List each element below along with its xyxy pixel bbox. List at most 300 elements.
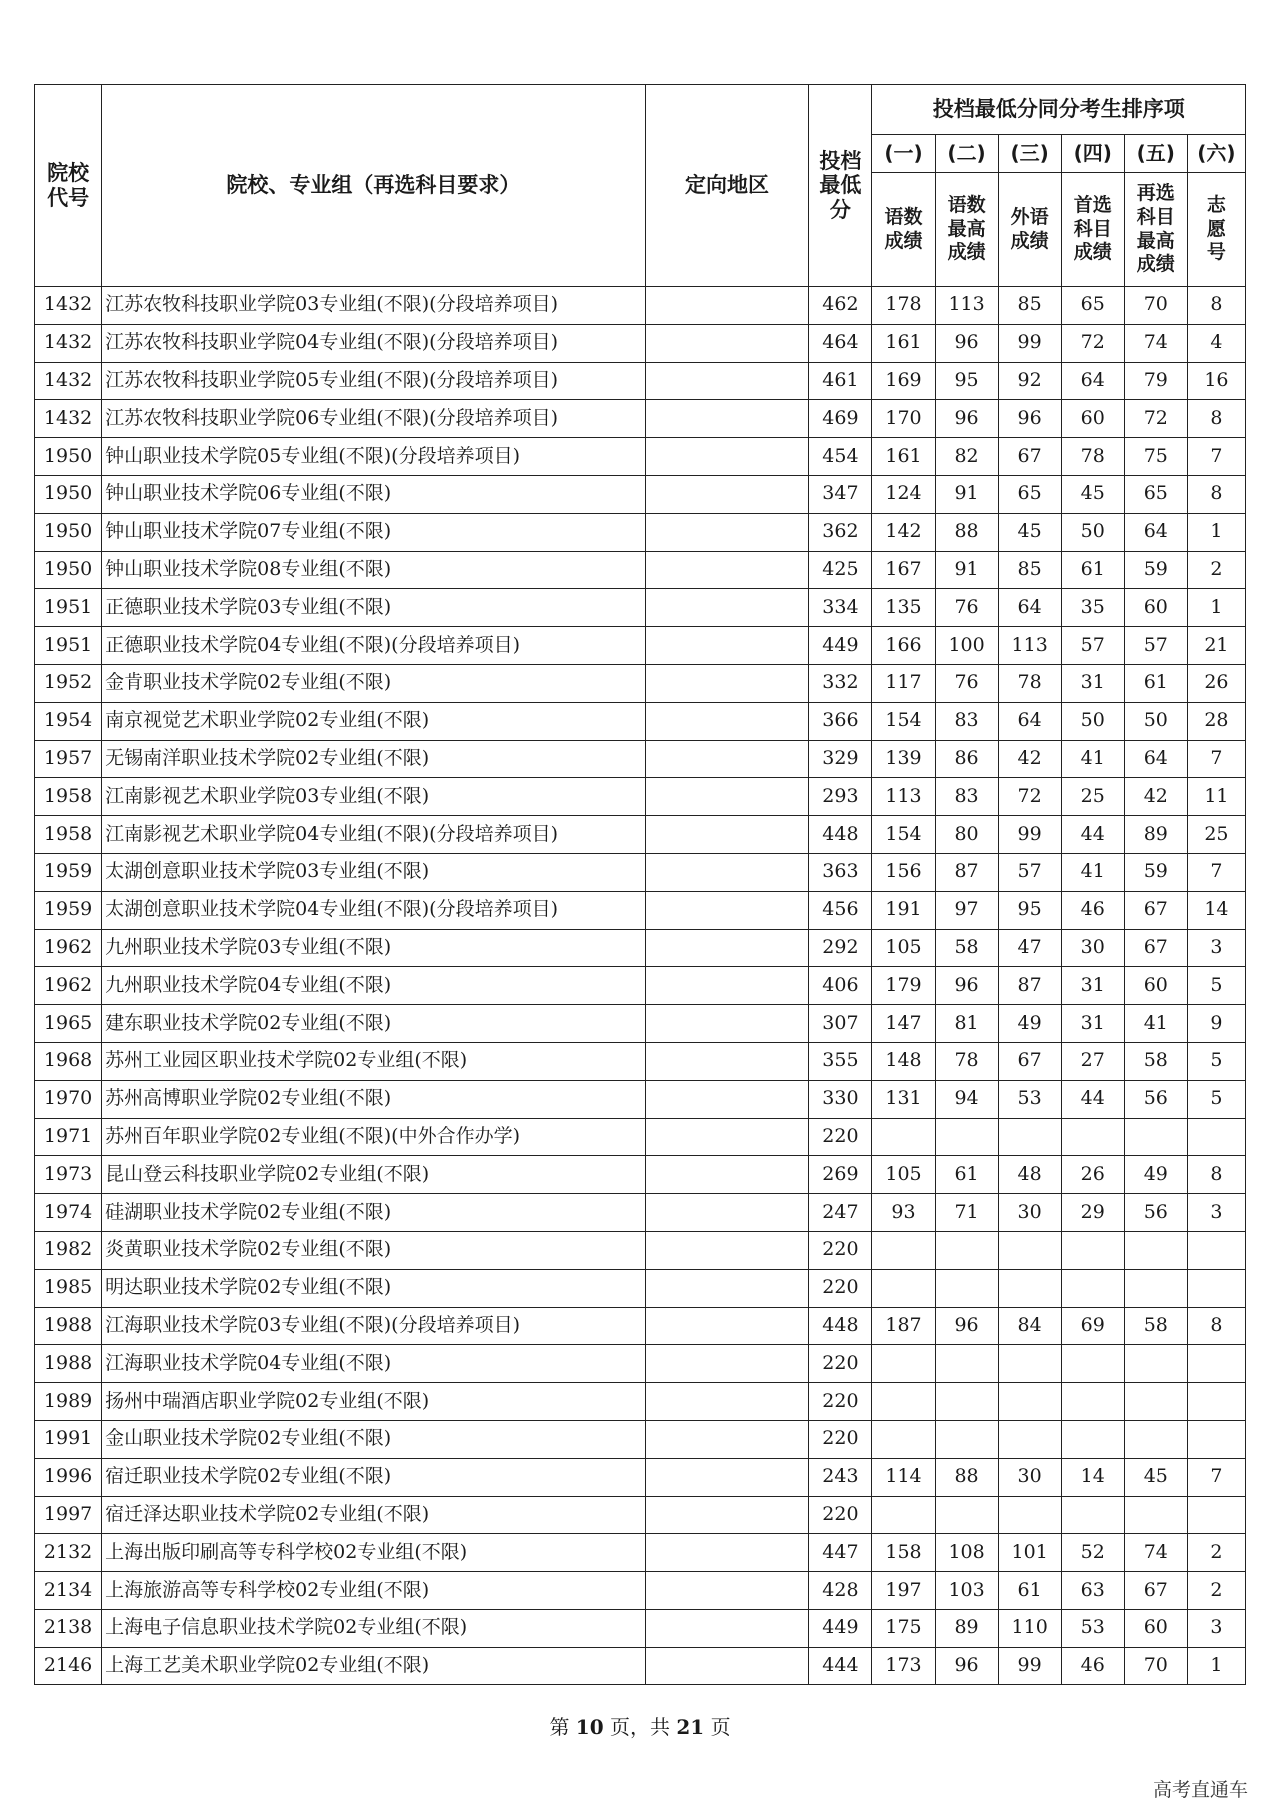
cell-min-score: 449: [809, 1609, 872, 1647]
cell-sort-5: 70: [1124, 1647, 1187, 1685]
cell-min-score: 220: [809, 1118, 872, 1156]
cell-sort-6: 1: [1187, 1647, 1245, 1685]
cell-min-score: 464: [809, 324, 872, 362]
cell-sort-1: 156: [872, 853, 935, 891]
cell-sort-2: 76: [935, 664, 998, 702]
cell-sort-3: 101: [998, 1534, 1061, 1572]
cell-code: 1951: [35, 627, 102, 665]
cell-sort-5: 50: [1124, 702, 1187, 740]
cell-sort-4: 52: [1061, 1534, 1124, 1572]
cell-sort-4: 50: [1061, 702, 1124, 740]
cell-sort-3: 92: [998, 362, 1061, 400]
score-table: [34, 84, 1246, 1685]
cell-sort-3: [998, 1118, 1061, 1156]
cell-code: 1950: [35, 438, 102, 476]
cell-sort-4: 63: [1061, 1572, 1124, 1610]
cell-sort-5: [1124, 1383, 1187, 1421]
cell-sort-2: 96: [935, 1647, 998, 1685]
cell-sort-1: 124: [872, 475, 935, 513]
cell-sort-3: [998, 1231, 1061, 1269]
table-row: [35, 853, 1246, 891]
table-row: [35, 438, 1246, 476]
cell-sort-2: 89: [935, 1609, 998, 1647]
cell-code: 1968: [35, 1042, 102, 1080]
cell-region: [645, 1383, 809, 1421]
cell-sort-4: 29: [1061, 1194, 1124, 1232]
cell-region: [645, 589, 809, 627]
table-row: [35, 1080, 1246, 1118]
cell-sort-1: 191: [872, 891, 935, 929]
cell-region: [645, 513, 809, 551]
cell-min-score: 330: [809, 1080, 872, 1118]
cell-region: [645, 1118, 809, 1156]
sort-label-2: 语数最高成绩: [935, 173, 998, 287]
cell-code: 1965: [35, 1005, 102, 1043]
cell-code: 1988: [35, 1345, 102, 1383]
cell-sort-4: 31: [1061, 1005, 1124, 1043]
cell-name: 上海旅游高等专科学校02专业组(不限): [102, 1572, 645, 1610]
cell-sort-6: 7: [1187, 853, 1245, 891]
cell-sort-6: 8: [1187, 1156, 1245, 1194]
sort-label-3: 外语成绩: [998, 173, 1061, 287]
cell-name: 江海职业技术学院03专业组(不限)(分段培养项目): [102, 1307, 645, 1345]
cell-sort-2: [935, 1383, 998, 1421]
cell-sort-4: 45: [1061, 475, 1124, 513]
sort-num-3: (三): [998, 135, 1061, 173]
cell-sort-1: 187: [872, 1307, 935, 1345]
cell-sort-2: 96: [935, 400, 998, 438]
table-row: [35, 816, 1246, 854]
cell-region: [645, 1269, 809, 1307]
cell-sort-5: 59: [1124, 551, 1187, 589]
cell-sort-6: 25: [1187, 816, 1245, 854]
cell-sort-3: 67: [998, 1042, 1061, 1080]
cell-sort-5: 74: [1124, 324, 1187, 362]
cell-min-score: 307: [809, 1005, 872, 1043]
cell-sort-1: 178: [872, 287, 935, 325]
cell-code: 1432: [35, 324, 102, 362]
table-row: [35, 1609, 1246, 1647]
cell-name: 正德职业技术学院04专业组(不限)(分段培养项目): [102, 627, 645, 665]
cell-code: 1989: [35, 1383, 102, 1421]
sort-num-4: (四): [1061, 135, 1124, 173]
cell-sort-3: 64: [998, 702, 1061, 740]
col-header-code: 院校代号: [35, 85, 102, 287]
cell-code: 1958: [35, 816, 102, 854]
table-row: [35, 475, 1246, 513]
cell-sort-3: 72: [998, 778, 1061, 816]
cell-sort-2: 100: [935, 627, 998, 665]
cell-min-score: 454: [809, 438, 872, 476]
cell-min-score: 462: [809, 287, 872, 325]
cell-sort-1: 154: [872, 702, 935, 740]
cell-name: 苏州工业园区职业技术学院02专业组(不限): [102, 1042, 645, 1080]
table-row: [35, 1383, 1246, 1421]
cell-region: [645, 702, 809, 740]
cell-sort-6: [1187, 1345, 1245, 1383]
cell-code: 1950: [35, 551, 102, 589]
cell-sort-6: [1187, 1420, 1245, 1458]
cell-sort-2: [935, 1269, 998, 1307]
cell-name: 江苏农牧科技职业学院05专业组(不限)(分段培养项目): [102, 362, 645, 400]
cell-sort-4: 44: [1061, 1080, 1124, 1118]
cell-min-score: 220: [809, 1231, 872, 1269]
cell-sort-1: 135: [872, 589, 935, 627]
cell-region: [645, 816, 809, 854]
cell-sort-6: 8: [1187, 1307, 1245, 1345]
cell-region: [645, 438, 809, 476]
cell-min-score: 362: [809, 513, 872, 551]
footer-prefix: 第: [549, 1715, 570, 1739]
cell-sort-1: 161: [872, 324, 935, 362]
cell-min-score: 448: [809, 816, 872, 854]
cell-sort-1: 113: [872, 778, 935, 816]
cell-name: 苏州百年职业学院02专业组(不限)(中外合作办学): [102, 1118, 645, 1156]
cell-sort-2: 96: [935, 324, 998, 362]
cell-sort-1: 158: [872, 1534, 935, 1572]
cell-sort-2: [935, 1231, 998, 1269]
cell-sort-6: 7: [1187, 1458, 1245, 1496]
cell-sort-1: 105: [872, 929, 935, 967]
table-row: [35, 1420, 1246, 1458]
cell-code: 2146: [35, 1647, 102, 1685]
sort-label-5: 再选科目最高成绩: [1124, 173, 1187, 287]
cell-min-score: 220: [809, 1269, 872, 1307]
cell-name: 上海电子信息职业技术学院02专业组(不限): [102, 1609, 645, 1647]
cell-sort-3: 64: [998, 589, 1061, 627]
table-row: [35, 589, 1246, 627]
cell-region: [645, 778, 809, 816]
cell-region: [645, 1156, 809, 1194]
cell-sort-6: 1: [1187, 589, 1245, 627]
col-header-name: 院校、专业组（再选科目要求）: [102, 85, 645, 287]
cell-sort-2: 88: [935, 1458, 998, 1496]
cell-sort-5: 58: [1124, 1307, 1187, 1345]
cell-region: [645, 1345, 809, 1383]
cell-sort-5: 79: [1124, 362, 1187, 400]
cell-region: [645, 1194, 809, 1232]
cell-code: 1962: [35, 929, 102, 967]
cell-sort-6: 2: [1187, 551, 1245, 589]
cell-min-score: 243: [809, 1458, 872, 1496]
cell-sort-5: 61: [1124, 664, 1187, 702]
cell-name: 南京视觉艺术职业学院02专业组(不限): [102, 702, 645, 740]
cell-region: [645, 475, 809, 513]
table-row: [35, 400, 1246, 438]
cell-sort-6: 14: [1187, 891, 1245, 929]
cell-min-score: 220: [809, 1383, 872, 1421]
cell-sort-1: 169: [872, 362, 935, 400]
cell-sort-4: 60: [1061, 400, 1124, 438]
cell-code: 1958: [35, 778, 102, 816]
cell-region: [645, 1307, 809, 1345]
cell-code: 1962: [35, 967, 102, 1005]
cell-sort-2: [935, 1496, 998, 1534]
table-row: [35, 891, 1246, 929]
cell-sort-1: 105: [872, 1156, 935, 1194]
cell-region: [645, 400, 809, 438]
cell-sort-5: [1124, 1118, 1187, 1156]
cell-region: [645, 1005, 809, 1043]
cell-region: [645, 929, 809, 967]
cell-name: 明达职业技术学院02专业组(不限): [102, 1269, 645, 1307]
cell-name: 宿迁职业技术学院02专业组(不限): [102, 1458, 645, 1496]
cell-sort-5: 67: [1124, 1572, 1187, 1610]
cell-min-score: 363: [809, 853, 872, 891]
cell-sort-3: 53: [998, 1080, 1061, 1118]
cell-name: 江苏农牧科技职业学院06专业组(不限)(分段培养项目): [102, 400, 645, 438]
watermark: 高考直通车: [1152, 1779, 1248, 1801]
table-row: [35, 664, 1246, 702]
cell-sort-3: 57: [998, 853, 1061, 891]
cell-sort-2: 81: [935, 1005, 998, 1043]
cell-min-score: 347: [809, 475, 872, 513]
cell-sort-1: 93: [872, 1194, 935, 1232]
cell-sort-3: 65: [998, 475, 1061, 513]
cell-sort-3: 85: [998, 551, 1061, 589]
cell-sort-4: 46: [1061, 891, 1124, 929]
cell-sort-6: 26: [1187, 664, 1245, 702]
cell-sort-6: 8: [1187, 475, 1245, 513]
cell-sort-6: 16: [1187, 362, 1245, 400]
col-header-region: 定向地区: [645, 85, 809, 287]
cell-sort-2: 96: [935, 1307, 998, 1345]
cell-sort-2: 94: [935, 1080, 998, 1118]
table-row: [35, 513, 1246, 551]
cell-name: 苏州高博职业学院02专业组(不限): [102, 1080, 645, 1118]
cell-sort-6: 1: [1187, 513, 1245, 551]
footer-suffix: 页: [710, 1715, 731, 1739]
cell-sort-6: 3: [1187, 1609, 1245, 1647]
table-row: [35, 702, 1246, 740]
cell-sort-2: 103: [935, 1572, 998, 1610]
cell-sort-1: 131: [872, 1080, 935, 1118]
cell-sort-6: 4: [1187, 324, 1245, 362]
cell-sort-1: 173: [872, 1647, 935, 1685]
cell-code: 1432: [35, 287, 102, 325]
cell-min-score: 355: [809, 1042, 872, 1080]
cell-sort-3: 47: [998, 929, 1061, 967]
cell-code: 2132: [35, 1534, 102, 1572]
cell-name: 扬州中瑞酒店职业学院02专业组(不限): [102, 1383, 645, 1421]
cell-name: 建东职业技术学院02专业组(不限): [102, 1005, 645, 1043]
cell-sort-4: 25: [1061, 778, 1124, 816]
cell-sort-1: 154: [872, 816, 935, 854]
cell-name: 钟山职业技术学院06专业组(不限): [102, 475, 645, 513]
cell-min-score: 332: [809, 664, 872, 702]
cell-name: 钟山职业技术学院07专业组(不限): [102, 513, 645, 551]
cell-region: [645, 1534, 809, 1572]
cell-sort-4: 53: [1061, 1609, 1124, 1647]
cell-sort-6: 7: [1187, 740, 1245, 778]
table-row: [35, 1005, 1246, 1043]
cell-sort-3: 78: [998, 664, 1061, 702]
table-row: [35, 1194, 1246, 1232]
cell-sort-6: 11: [1187, 778, 1245, 816]
cell-sort-5: 58: [1124, 1042, 1187, 1080]
cell-code: 1985: [35, 1269, 102, 1307]
cell-code: 1974: [35, 1194, 102, 1232]
cell-sort-6: 3: [1187, 1194, 1245, 1232]
cell-region: [645, 362, 809, 400]
cell-sort-1: [872, 1496, 935, 1534]
cell-sort-5: 65: [1124, 475, 1187, 513]
cell-sort-4: [1061, 1383, 1124, 1421]
cell-sort-6: 2: [1187, 1572, 1245, 1610]
cell-sort-5: 42: [1124, 778, 1187, 816]
cell-sort-5: 41: [1124, 1005, 1187, 1043]
cell-sort-3: 61: [998, 1572, 1061, 1610]
cell-sort-3: 30: [998, 1194, 1061, 1232]
sort-num-5: (五): [1124, 135, 1187, 173]
cell-name: 硅湖职业技术学院02专业组(不限): [102, 1194, 645, 1232]
cell-code: 1954: [35, 702, 102, 740]
cell-sort-2: 82: [935, 438, 998, 476]
cell-code: 1982: [35, 1231, 102, 1269]
cell-sort-5: 45: [1124, 1458, 1187, 1496]
cell-sort-1: 139: [872, 740, 935, 778]
cell-code: 1970: [35, 1080, 102, 1118]
cell-sort-2: 61: [935, 1156, 998, 1194]
cell-sort-4: [1061, 1231, 1124, 1269]
cell-sort-5: 60: [1124, 1609, 1187, 1647]
cell-sort-6: 5: [1187, 967, 1245, 1005]
cell-sort-2: [935, 1420, 998, 1458]
sort-num-6: (六): [1187, 135, 1245, 173]
sort-num-2: (二): [935, 135, 998, 173]
cell-region: [645, 1458, 809, 1496]
table-row: [35, 1042, 1246, 1080]
table-row: [35, 1269, 1246, 1307]
cell-name: 金肯职业技术学院02专业组(不限): [102, 664, 645, 702]
cell-code: 1951: [35, 589, 102, 627]
cell-code: 1957: [35, 740, 102, 778]
cell-min-score: 366: [809, 702, 872, 740]
cell-sort-2: 83: [935, 778, 998, 816]
cell-sort-2: [935, 1118, 998, 1156]
cell-sort-4: 41: [1061, 740, 1124, 778]
cell-sort-3: [998, 1496, 1061, 1534]
cell-region: [645, 1080, 809, 1118]
cell-name: 炎黄职业技术学院02专业组(不限): [102, 1231, 645, 1269]
cell-sort-6: 5: [1187, 1042, 1245, 1080]
cell-name: 钟山职业技术学院05专业组(不限)(分段培养项目): [102, 438, 645, 476]
cell-sort-4: [1061, 1345, 1124, 1383]
cell-sort-5: 49: [1124, 1156, 1187, 1194]
cell-sort-2: 91: [935, 475, 998, 513]
cell-sort-6: 28: [1187, 702, 1245, 740]
cell-min-score: 469: [809, 400, 872, 438]
cell-name: 江南影视艺术职业学院03专业组(不限): [102, 778, 645, 816]
cell-min-score: 448: [809, 1307, 872, 1345]
cell-sort-5: 70: [1124, 287, 1187, 325]
cell-sort-4: 41: [1061, 853, 1124, 891]
cell-sort-3: 99: [998, 816, 1061, 854]
cell-code: 1950: [35, 475, 102, 513]
cell-region: [645, 853, 809, 891]
cell-sort-1: [872, 1345, 935, 1383]
table-row: [35, 324, 1246, 362]
cell-region: [645, 740, 809, 778]
cell-sort-1: [872, 1118, 935, 1156]
cell-sort-5: 60: [1124, 967, 1187, 1005]
cell-sort-3: 87: [998, 967, 1061, 1005]
cell-sort-6: [1187, 1118, 1245, 1156]
cell-name: 太湖创意职业技术学院04专业组(不限)(分段培养项目): [102, 891, 645, 929]
cell-sort-5: 64: [1124, 740, 1187, 778]
cell-code: 1432: [35, 400, 102, 438]
cell-region: [645, 967, 809, 1005]
cell-min-score: 220: [809, 1345, 872, 1383]
cell-sort-3: 110: [998, 1609, 1061, 1647]
cell-name: 正德职业技术学院03专业组(不限): [102, 589, 645, 627]
footer-mid: 页，共: [610, 1715, 670, 1739]
cell-sort-4: 30: [1061, 929, 1124, 967]
cell-sort-4: 57: [1061, 627, 1124, 665]
cell-sort-3: 113: [998, 627, 1061, 665]
cell-sort-4: 31: [1061, 664, 1124, 702]
cell-region: [645, 891, 809, 929]
cell-name: 昆山登云科技职业学院02专业组(不限): [102, 1156, 645, 1194]
cell-sort-6: 2: [1187, 1534, 1245, 1572]
cell-sort-3: 30: [998, 1458, 1061, 1496]
cell-sort-3: 45: [998, 513, 1061, 551]
cell-sort-1: 167: [872, 551, 935, 589]
cell-min-score: 425: [809, 551, 872, 589]
cell-sort-4: 72: [1061, 324, 1124, 362]
cell-code: 1959: [35, 853, 102, 891]
cell-sort-2: 58: [935, 929, 998, 967]
cell-sort-5: 59: [1124, 853, 1187, 891]
cell-sort-6: [1187, 1496, 1245, 1534]
footer-page-number: 10: [575, 1715, 604, 1739]
cell-sort-2: 88: [935, 513, 998, 551]
cell-code: 1996: [35, 1458, 102, 1496]
cell-sort-4: 46: [1061, 1647, 1124, 1685]
table-row: [35, 1572, 1246, 1610]
cell-sort-1: [872, 1383, 935, 1421]
cell-sort-3: 99: [998, 1647, 1061, 1685]
cell-sort-2: 86: [935, 740, 998, 778]
sort-label-1: 语数成绩: [872, 173, 935, 287]
cell-region: [645, 1231, 809, 1269]
cell-min-score: 456: [809, 891, 872, 929]
cell-sort-2: 83: [935, 702, 998, 740]
cell-sort-1: [872, 1420, 935, 1458]
cell-code: 1950: [35, 513, 102, 551]
cell-sort-5: 74: [1124, 1534, 1187, 1572]
sort-label-6: 志愿号: [1187, 173, 1245, 287]
cell-min-score: 329: [809, 740, 872, 778]
cell-sort-3: 48: [998, 1156, 1061, 1194]
cell-sort-1: 114: [872, 1458, 935, 1496]
cell-sort-2: 95: [935, 362, 998, 400]
cell-sort-4: 26: [1061, 1156, 1124, 1194]
table-row: [35, 362, 1246, 400]
footer-total-pages: 21: [676, 1715, 705, 1739]
table-row: [35, 1496, 1246, 1534]
cell-region: [645, 287, 809, 325]
cell-sort-5: 67: [1124, 891, 1187, 929]
cell-sort-4: [1061, 1118, 1124, 1156]
cell-region: [645, 1572, 809, 1610]
cell-sort-3: [998, 1420, 1061, 1458]
cell-min-score: 447: [809, 1534, 872, 1572]
cell-sort-6: 7: [1187, 438, 1245, 476]
table-row: [35, 1345, 1246, 1383]
cell-code: 1991: [35, 1420, 102, 1458]
cell-min-score: 293: [809, 778, 872, 816]
